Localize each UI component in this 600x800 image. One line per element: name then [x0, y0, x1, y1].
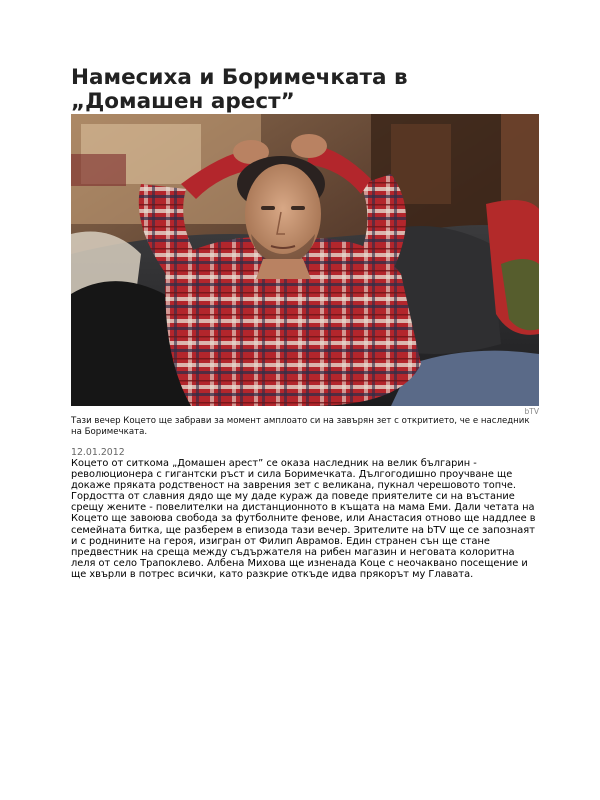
article-photo — [71, 114, 539, 406]
article-body: Коцето от ситкома „Домашен арест” се оказа наследник на велик българин - революционера с гигантски ръст и сила Боримечката. Дългогодишно проучване ще докаже пряката родственост на заврения зет с великана, пукнал черешовото топче. Гордостта от славния дядо ще му даде кураж да поведе приятелите си на въстание срещу жените - повелителки на дистанционното в къщата на мама Еми. Дали четата на Коцето ще завоюва свобода за футболните фенове, или Анастасия отново ще наддлее в семейната битка, ще разберем в епизода тази вечер. Зрителите на bTV ще се запознаят и с роднините на героя, изигран от Филип Аврамов. Един странен сън ще стане предвестник на среща между съдържателя на рибен магазин и неговата колоритна леля от село Трапоклево. Албена Михова ще изненада Коце с неочаквано посещение и ще хвърли в потрес всички, като разкрие откъде идва прякорът му Главата. — [71, 458, 536, 580]
article-date: 12.01.2012 — [71, 447, 125, 458]
article — [71, 66, 543, 580]
photo-caption: Тази вечер Коцето ще забрави за момент амплоато си на завърян зет с откритието, че е наследник на Боримечката. — [71, 416, 530, 437]
article-title: Намесиха и Боримечката в „Домашен арест” — [71, 65, 408, 114]
photo-credit: bTV — [524, 407, 539, 416]
photo-illustration — [71, 114, 539, 406]
